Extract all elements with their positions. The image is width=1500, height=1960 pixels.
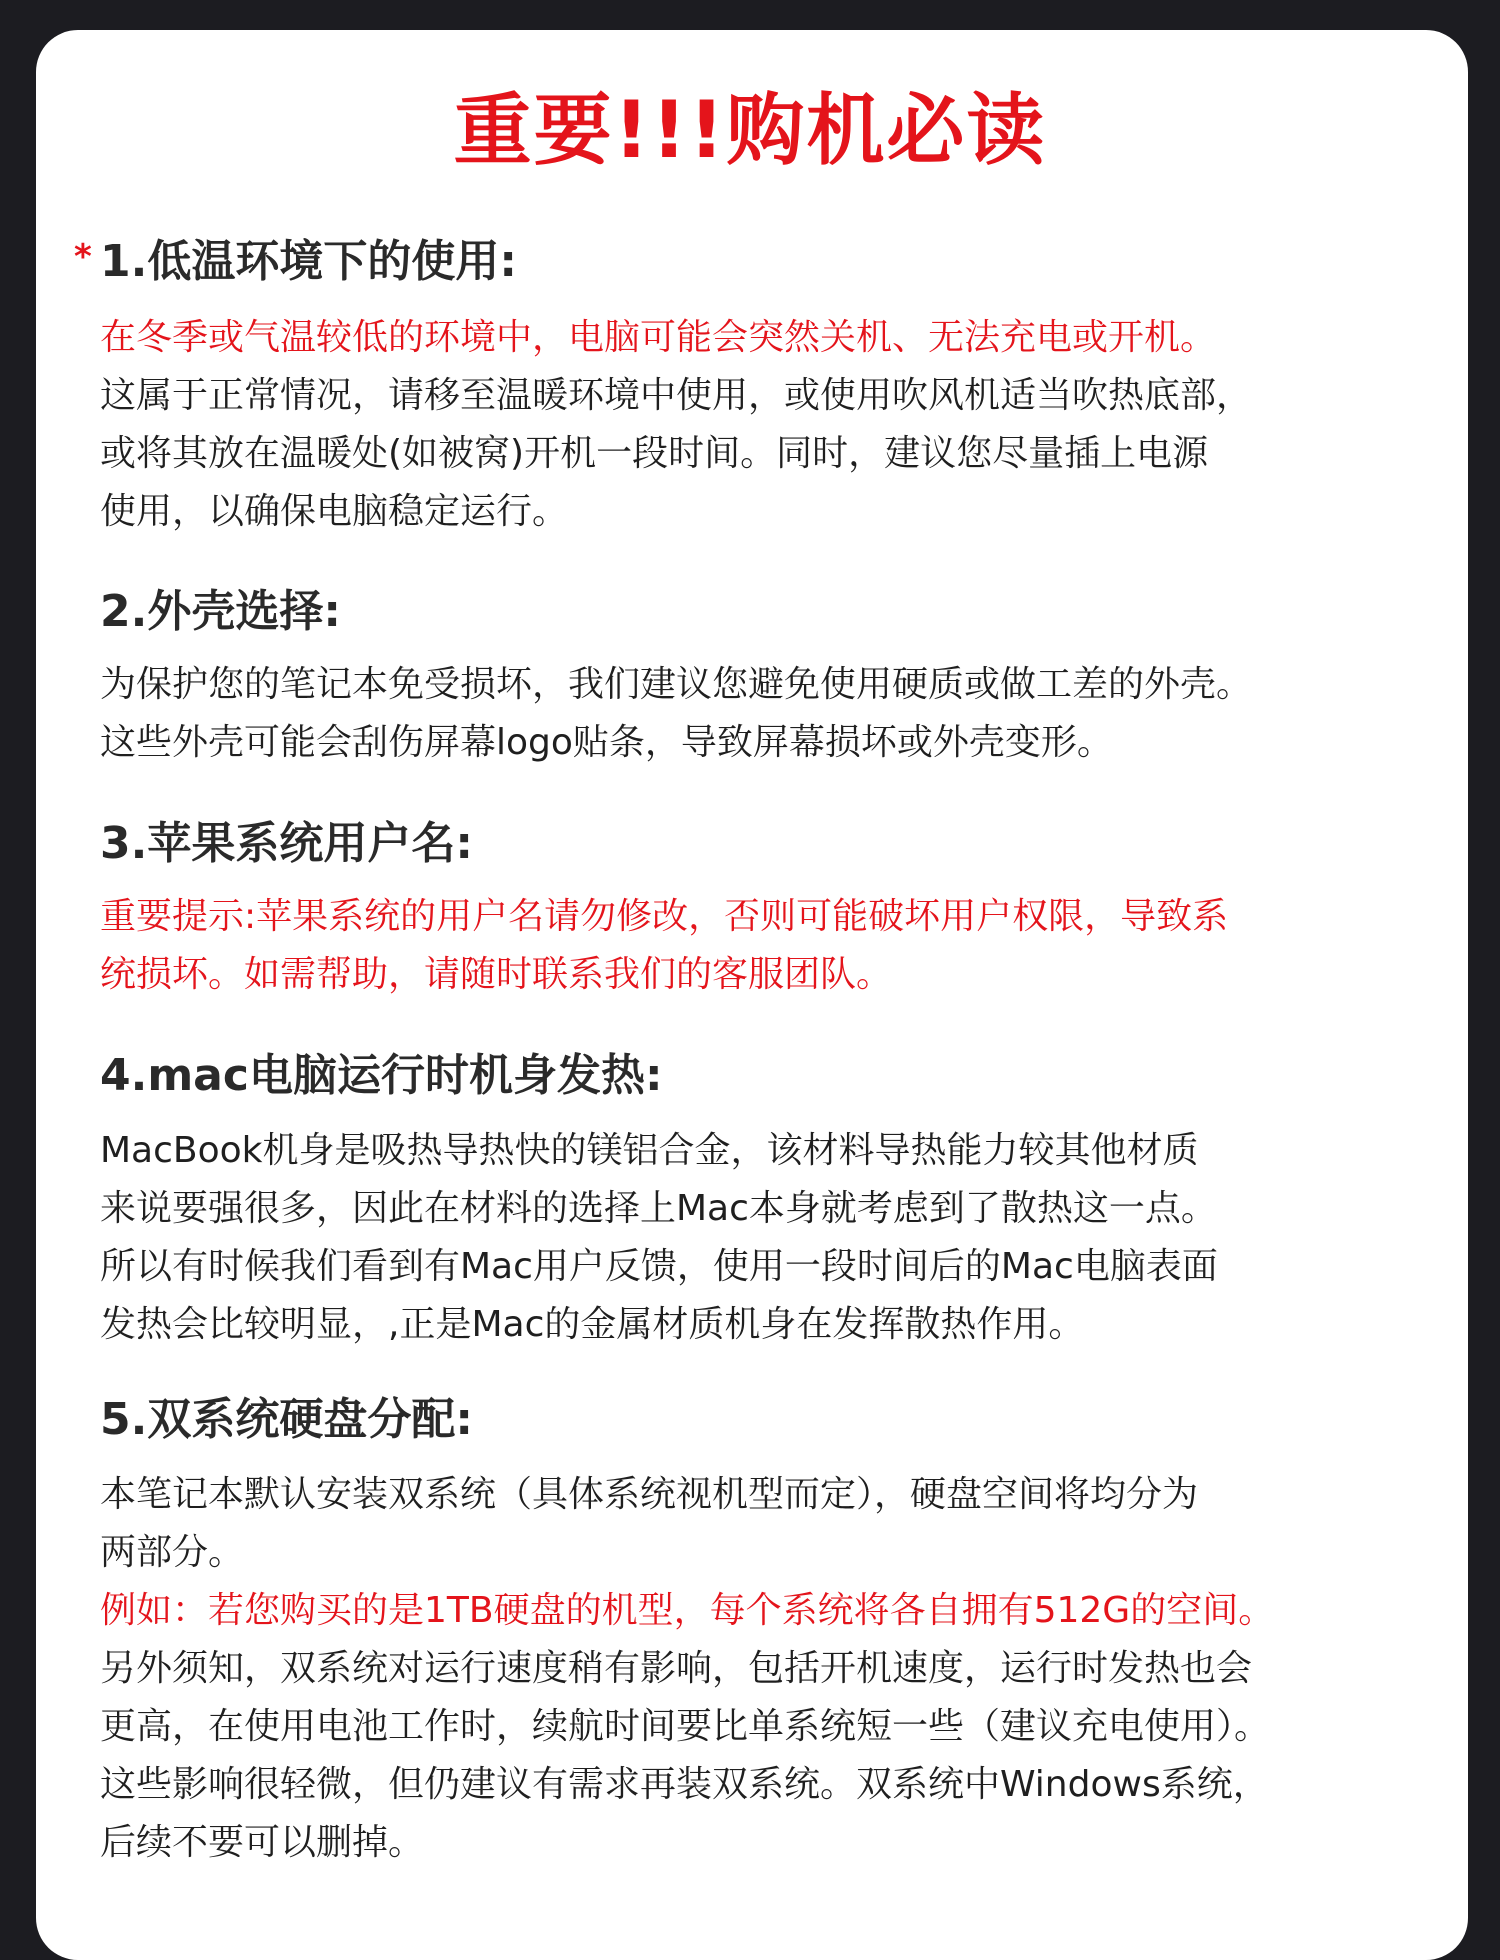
body-line: 发热会比较明显，,正是Mac的金属材质机身在发挥散热作用。 xyxy=(100,1304,1085,1345)
section-body xyxy=(100,309,1440,541)
section-heading: 3.苹果系统用户名: xyxy=(100,818,473,869)
body-line: 为保护您的笔记本免受损坏，我们建议您避免使用硬质或做工差的外壳。 xyxy=(100,664,1253,705)
section-heading: 2.外壳选择: xyxy=(100,586,341,637)
required-marker: * xyxy=(74,237,92,277)
body-line: 这属于正常情况，请移至温暖环境中使用，或使用吹风机适当吹热底部， xyxy=(100,375,1253,416)
body-line: 例如：若您购买的是1TB硬盘的机型，每个系统将各自拥有512G的空间。 xyxy=(100,1590,1275,1631)
body-line: 这些影响很轻微，但仍建议有需求再装双系统。双系统中Windows系统， xyxy=(100,1764,1269,1805)
body-line: 统损坏。如需帮助，请随时联系我们的客服团队。 xyxy=(100,954,893,995)
section-body xyxy=(100,888,1440,1004)
body-line: 来说要强很多，因此在材料的选择上Mac本身就考虑到了散热这一点。 xyxy=(100,1188,1217,1229)
body-line: 另外须知，双系统对运行速度稍有影响，包括开机速度，运行时发热也会 xyxy=(100,1648,1253,1689)
body-line: 所以有时候我们看到有Mac用户反馈，使用一段时间后的Mac电脑表面 xyxy=(100,1246,1218,1287)
body-line: 重要提示:苹果系统的用户名请勿修改，否则可能破坏用户权限，导致系 xyxy=(100,896,1229,937)
body-line: 本笔记本默认安装双系统（具体系统视机型而定），硬盘空间将均分为 xyxy=(100,1474,1199,1515)
body-line: 后续不要可以删掉。 xyxy=(100,1822,425,1863)
body-line: 或将其放在温暖处(如被窝)开机一段时间。同时，建议您尽量插上电源 xyxy=(100,433,1209,474)
section-heading: 4.mac电脑运行时机身发热: xyxy=(100,1050,663,1101)
body-line: 这些外壳可能会刮伤屏幕logo贴条，导致屏幕损坏或外壳变形。 xyxy=(100,722,1113,763)
page-title: 重要!!!购机必读 xyxy=(453,86,1047,176)
section-body xyxy=(100,1122,1440,1354)
section-heading: 5.双系统硬盘分配: xyxy=(100,1394,473,1445)
section-body xyxy=(100,1466,1440,1872)
body-line: 两部分。 xyxy=(100,1532,245,1573)
section-heading: 1.低温环境下的使用: xyxy=(100,236,517,287)
body-line: MacBook机身是吸热导热快的镁铝合金，该材料导热能力较其他材质 xyxy=(100,1130,1199,1171)
section-body xyxy=(100,656,1440,772)
body-line: 在冬季或气温较低的环境中，电脑可能会突然关机、无法充电或开机。 xyxy=(100,317,1217,358)
body-line: 更高，在使用电池工作时，续航时间要比单系统短一些（建议充电使用）。 xyxy=(100,1706,1271,1747)
body-line: 使用，以确保电脑稳定运行。 xyxy=(100,491,569,532)
